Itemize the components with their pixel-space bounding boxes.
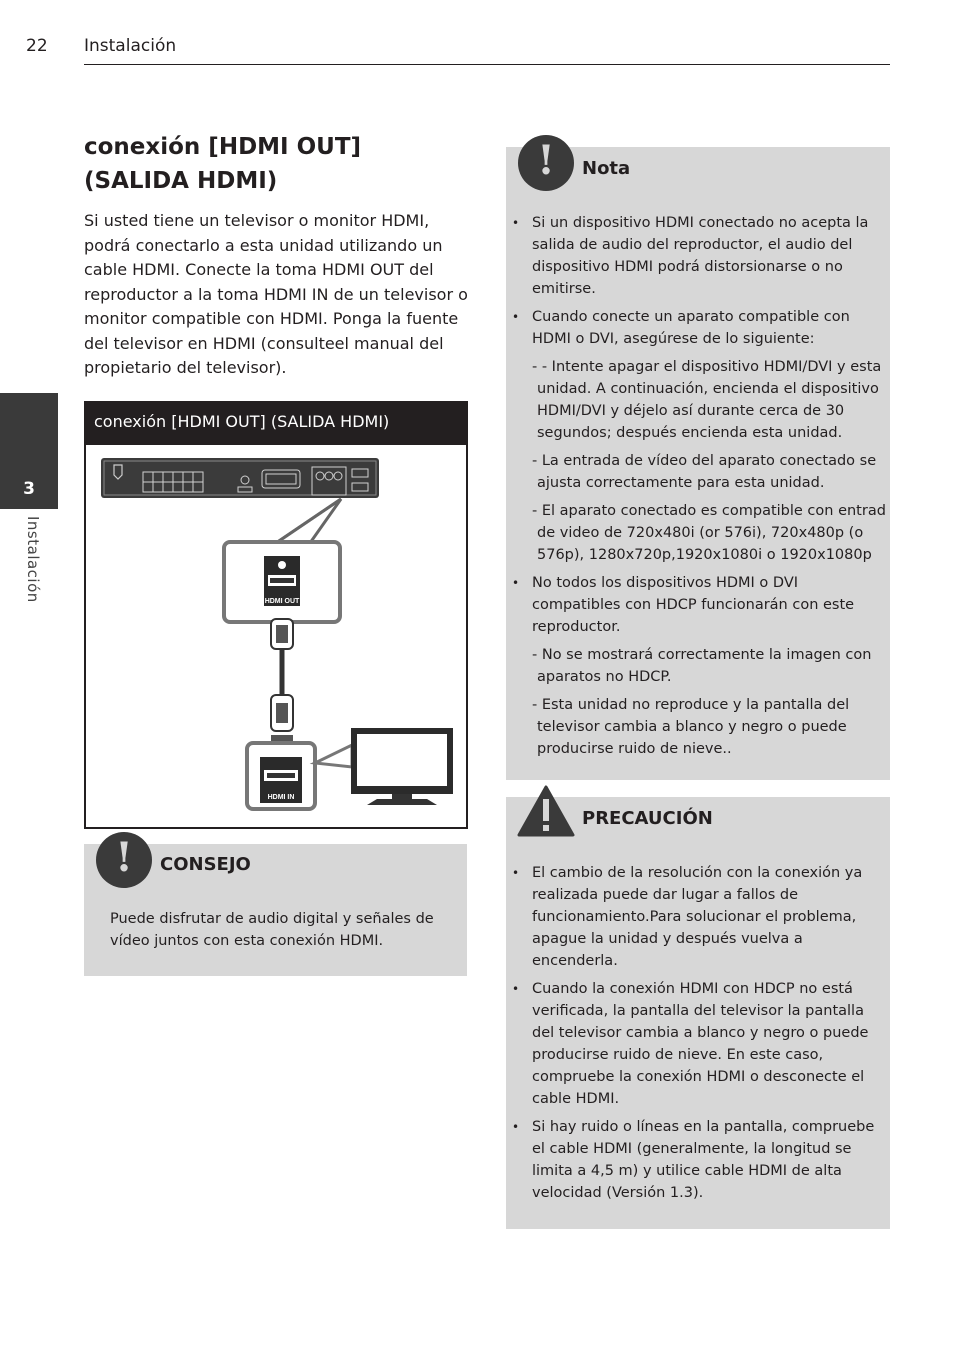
list-item: • Cuando la conexión HDMI con HDCP no está verificada, la pantalla del televisor la pantalla del televisor cambia a blanco y negro o puede producirse ruido de nieve. En este caso, compruebe la conexión HDMI o desconecte el cable HDMI. (506, 978, 886, 1110)
caution-box (506, 797, 890, 1229)
chapter-tab-label (20, 516, 46, 616)
note-box (506, 147, 890, 780)
list-item: • Si hay ruido o líneas en la pantalla, compruebe el cable HDMI (generalmente, la longitud se limita a 4,5 m) y utilice cable HDMI de alta velocidad (Versión 1.3). (506, 1116, 886, 1204)
television-icon (351, 728, 453, 805)
header-rule (84, 64, 890, 65)
hdmi-cable-icon (271, 619, 293, 731)
exclamation-icon (96, 832, 152, 888)
sub-item: - El aparato conectado es compatible con entrad de video de 720x480i (or 576i), 720x480p (o 576p), 1280x720p,1920x1080i o 1920x1080p (532, 503, 886, 563)
hdmi-in-label: HDMI IN (267, 794, 295, 801)
list-item: • Si un dispositivo HDMI conectado no acepta la salida de audio del reproductor, el audio del dispositivo HDMI podrá distorsionarse o no emitirse. (506, 212, 886, 300)
chapter-label: Instalación (24, 516, 42, 603)
list-item: • No todos los dispositivos HDMI o DVI compatibles con HDCP funcionarán con este reproductor. (506, 572, 886, 638)
hdmi-in-port-callout (247, 743, 352, 809)
tip-title: CONSEJO (160, 854, 251, 875)
chapter-tab (0, 393, 58, 509)
connection-figure (84, 401, 468, 829)
hdmi-out-label: HDMI OUT (264, 598, 300, 605)
caution-title: PRECAUCIÓN (582, 808, 713, 829)
caution-list (506, 862, 886, 1210)
sub-item: - La entrada de vídeo del aparato conectado se ajusta correctamente para esta unidad. (532, 453, 877, 491)
intro-paragraph: Si usted tiene un televisor o monitor HDMI, podrá conectarlo a esta unidad utilizando un cable HDMI. Conecte la toma HDMI OUT del reproductor a la toma HDMI IN de un televisor o monitor compatible con HDMI. Ponga la fuente del televisor en HDMI (consulteel manual del propietario del televisor). (84, 211, 468, 377)
page-number: 22 (26, 36, 48, 56)
note-list (506, 212, 886, 766)
note-title: Nota (582, 158, 631, 179)
connection-diagram (86, 445, 466, 827)
figure-caption: conexión [HDMI OUT] (SALIDA HDMI) (86, 403, 466, 445)
tip-box (84, 844, 467, 976)
sub-item: - - Intente apagar el dispositivo HDMI/DVI y esta unidad. A continuación, encienda el dispositivo HDMI/DVI y déjelo así durante cerca de 30 segundos; después encienda esta unidad. (532, 359, 882, 441)
list-item: • Cuando conecte un aparato compatible con HDMI o DVI, asegúrese de lo siguiente: (506, 306, 886, 350)
section-title: conexión [HDMI OUT] (SALIDA HDMI) (84, 134, 362, 194)
list-item: • El cambio de la resolución con la conexión ya realizada puede dar lugar a fallos de funcionamiento.Para solucionar el problema, apague la unidad y después vuelva a encenderla. (506, 862, 886, 972)
player-rear-panel-icon (101, 458, 379, 498)
sub-item: - No se mostrará correctamente la imagen con aparatos no HDCP. (532, 647, 872, 685)
running-header: Instalación (84, 36, 177, 56)
hdmi-out-port-callout (224, 542, 340, 622)
exclamation-icon (518, 135, 574, 191)
tip-text: Puede disfrutar de audio digital y señales de vídeo juntos con esta conexión HDMI. (110, 911, 434, 949)
chapter-number: 3 (23, 479, 35, 499)
warning-triangle-icon (517, 785, 575, 837)
sub-item: - Esta unidad no reproduce y la pantalla del televisor cambia a blanco y negro o puede producirse ruido de nieve.. (532, 697, 850, 757)
